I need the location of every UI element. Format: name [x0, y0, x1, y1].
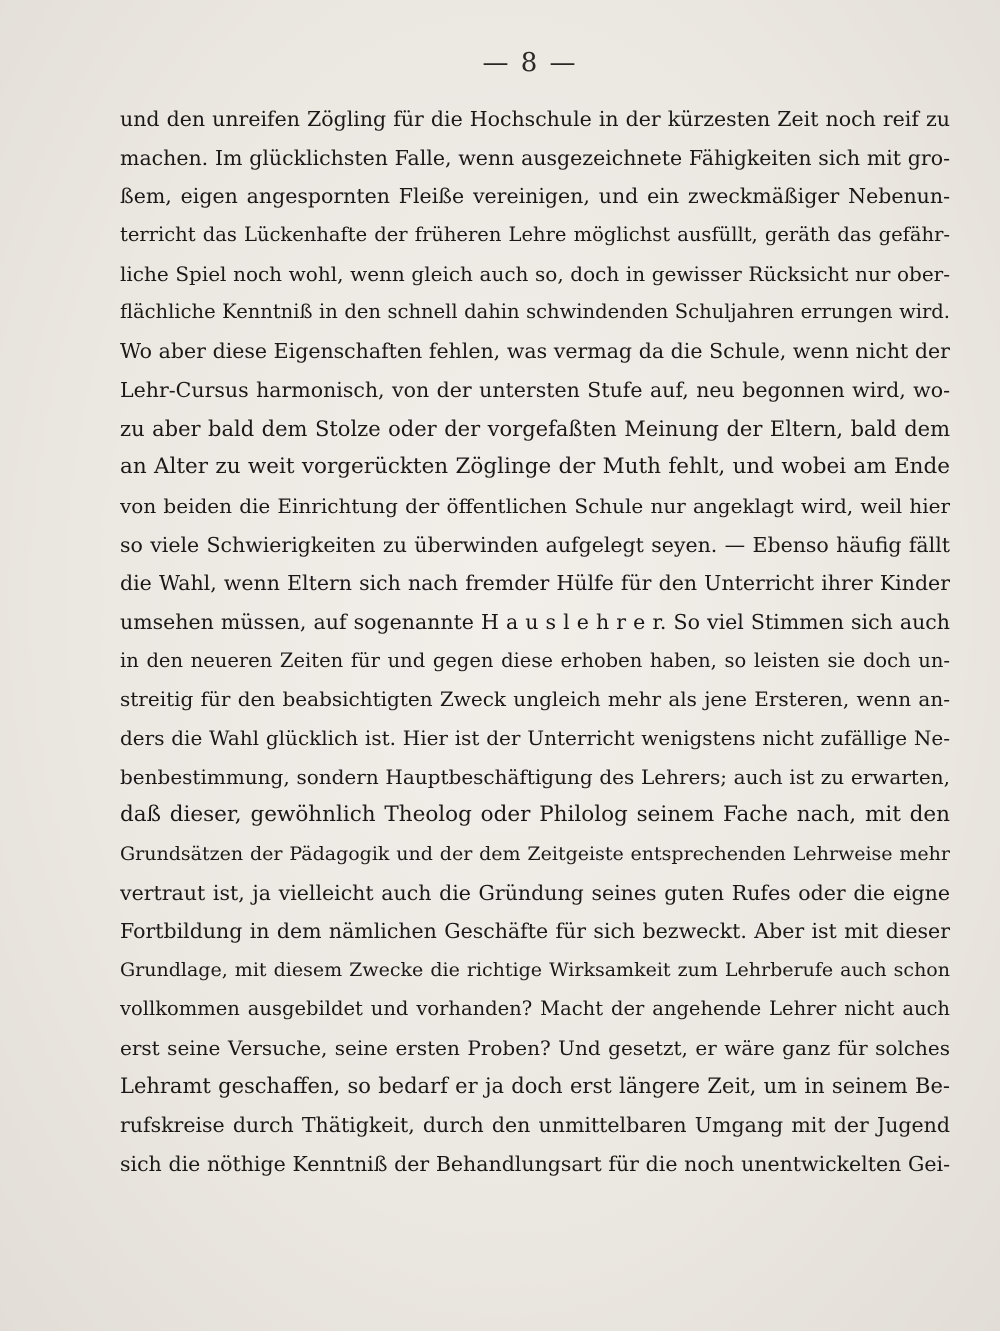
text-line: umsehen müssen, auf sogenannte H a u s l e h r e r. So viel Stimmen sich auch: [120, 609, 950, 634]
text-line: terricht das Lückenhafte der früheren Lehre möglichst ausfüllt, geräth das gefähr-: [120, 223, 950, 247]
text-line: zu aber bald dem Stolze oder der vorgefaßten Meinung der Eltern, bald dem: [120, 416, 950, 441]
text-line: an Alter zu weit vorgerückten Zöglinge der Muth fehlt, und wobei am Ende: [120, 454, 950, 480]
text-line: in den neueren Zeiten für und gegen diese erhoben haben, so leisten sie doch un-: [120, 648, 950, 672]
text-line: Lehramt geschaffen, so bedarf er ja doch erst längere Zeit, um in seinem Be-: [120, 1074, 950, 1099]
text-line: flächliche Kenntniß in den schnell dahin schwindenden Schuljahren errungen wird.: [120, 300, 950, 324]
text-line: vollkommen ausgebildet und vorhanden? Macht der angehende Lehrer nicht auch: [120, 996, 950, 1020]
text-line: Grundlage, mit diesem Zwecke die richtige Wirksamkeit zum Lehrberufe auch schon: [120, 959, 950, 982]
text-line: so viele Schwierigkeiten zu überwinden aufgelegt seyen. — Ebenso häufig fällt: [120, 532, 950, 557]
text-line: Wo aber diese Eigenschaften fehlen, was vermag da die Schule, wenn nicht der: [120, 339, 950, 364]
text-line: von beiden die Einrichtung der öffentlichen Schule nur angeklagt wird, weil hier: [120, 493, 950, 518]
page-number: — 8 —: [482, 48, 578, 78]
text-line: benbestimmung, sondern Hauptbeschäftigung des Lehrers; auch ist zu erwarten,: [120, 764, 950, 789]
text-line: vertraut ist, ja vielleicht auch die Gründung seines guten Rufes oder die eigne: [120, 880, 950, 905]
text-line: erst seine Versuche, seine ersten Proben? Und gesetzt, er wäre ganz für solches: [120, 1035, 950, 1060]
body-text: [120, 100, 950, 1183]
text-line: sich die nöthige Kenntniß der Behandlungsart für die noch unentwickelten Gei-: [120, 1151, 950, 1176]
text-line: Lehr-Cursus harmonisch, von der untersten Stufe auf, neu begonnen wird, wo-: [120, 377, 950, 402]
text-line: Grundsätzen der Pädagogik und der dem Zeitgeiste entsprechenden Lehrweise mehr: [120, 843, 950, 866]
text-line: ders die Wahl glücklich ist. Hier ist der Unterricht wenigstens nicht zufällige Ne-: [120, 726, 950, 750]
text-line: machen. Im glücklichsten Falle, wenn ausgezeichnete Fähigkeiten sich mit gro-: [120, 145, 950, 170]
text-line: und den unreifen Zögling für die Hochschule in der kürzesten Zeit noch reif zu: [120, 107, 950, 131]
text-line: rufskreise durch Thätigkeit, durch den unmittelbaren Umgang mit der Jugend: [120, 1112, 950, 1137]
text-line: daß dieser, gewöhnlich Theolog oder Philolog seinem Fache nach, mit den: [120, 802, 950, 828]
text-line: Fortbildung in dem nämlichen Geschäfte für sich bezweckt. Aber ist mit dieser: [120, 919, 950, 944]
text-line: die Wahl, wenn Eltern sich nach fremder Hülfe für den Unterricht ihrer Kinder: [120, 571, 950, 596]
text-line: streitig für den beabsichtigten Zweck ungleich mehr als jene Ersteren, wenn an-: [120, 687, 950, 712]
text-line: liche Spiel noch wohl, wenn gleich auch so, doch in gewisser Rücksicht nur ober-: [120, 261, 950, 286]
text-line: ßem, eigen angespornten Fleiße vereinigen, und ein zweckmäßiger Nebenun-: [120, 184, 950, 209]
